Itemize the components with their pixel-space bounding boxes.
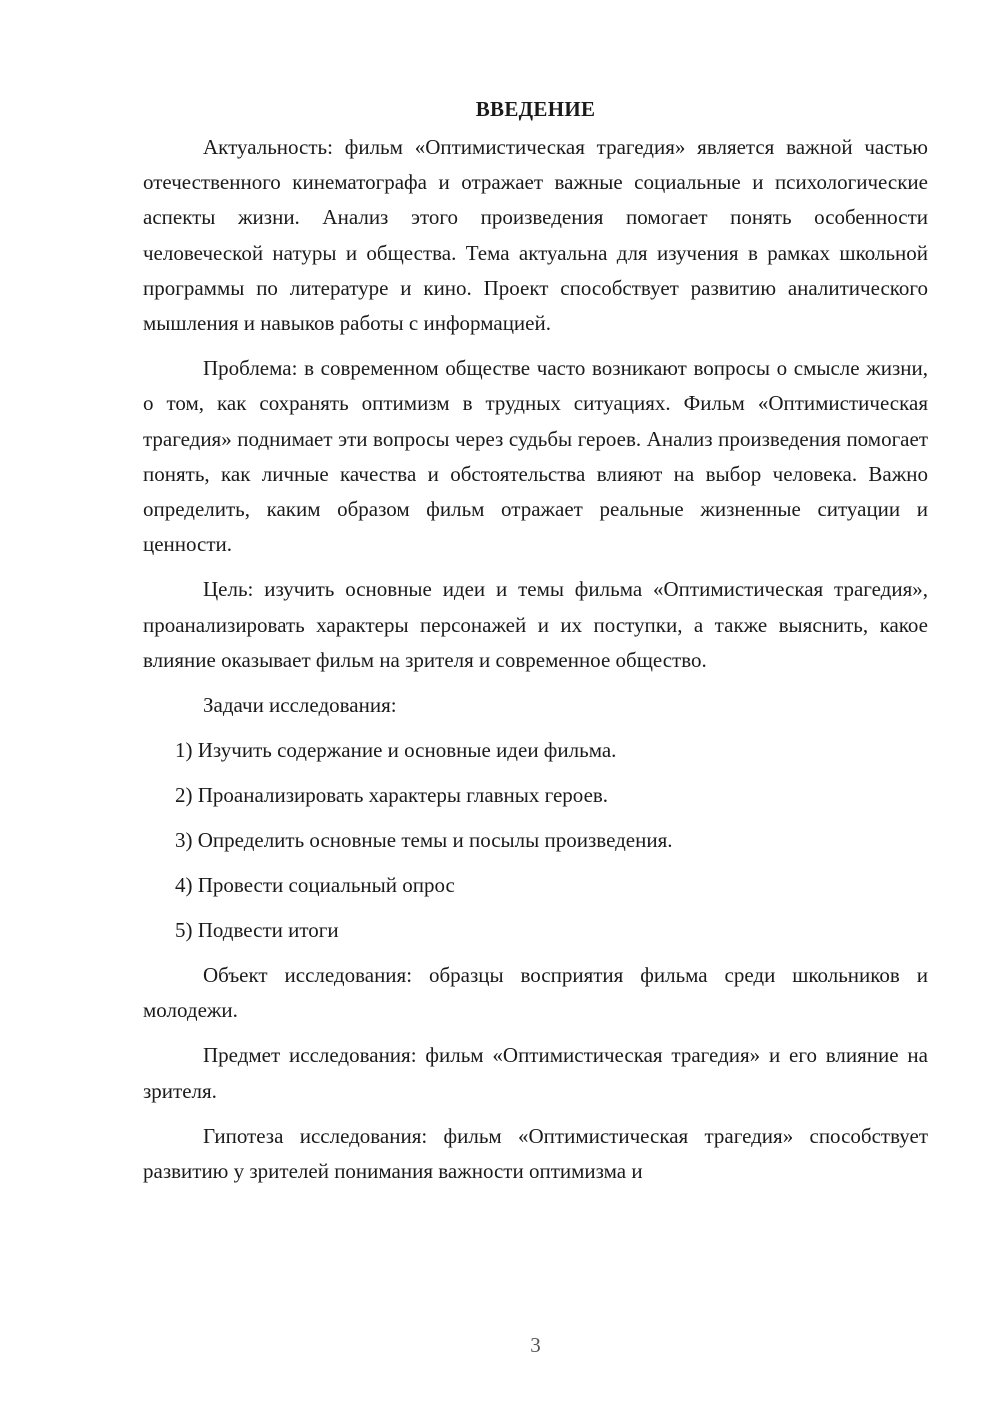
task-item: 4) Провести социальный опрос xyxy=(175,873,455,898)
task-item: 3) Определить основные темы и посылы произведения. xyxy=(175,828,673,853)
relevance-paragraph: Актуальность: фильм «Оптимистическая трагедия» является важной частью отечественного кинематографа и отражает важные социальные и психологические аспекты жизни. Анализ этого произведения помогает понять особенности человеческой натуры и общества. Тема актуальна для изучения в рамках школьной программы по литературе и кино. Проект способствует развитию аналитического мышления и навыков работы с информацией. xyxy=(143,135,928,336)
tasks-list xyxy=(143,733,928,948)
hypothesis-paragraph: Гипотеза исследования: фильм «Оптимистическая трагедия» способствует развитию у зрителей понимания важности оптимизма и xyxy=(143,1123,928,1184)
goal-paragraph: Цель: изучить основные идеи и темы фильма «Оптимистическая трагедия», проанализировать характеры персонажей и их поступки, а также выяснить, какое влияние оказывает фильм на зрителя и современное общество. xyxy=(143,577,928,672)
tasks-title: Задачи исследования: xyxy=(203,693,397,718)
object-paragraph: Объект исследования: образцы восприятия фильма среди школьников и молодежи. xyxy=(143,963,928,1023)
page-number: 3 xyxy=(530,1333,541,1357)
subject-paragraph: Предмет исследования: фильм «Оптимистическая трагедия» и его влияние на зрителя. xyxy=(143,1043,928,1103)
task-item: 1) Изучить содержание и основные идеи фильма. xyxy=(175,738,617,763)
task-item: 5) Подвести итоги xyxy=(175,918,339,943)
task-item: 2) Проанализировать характеры главных героев. xyxy=(175,783,609,808)
problem-paragraph: Проблема: в современном обществе часто возникают вопросы о смысле жизни, о том, как сохранять оптимизм в трудных ситуациях. Фильм «Оптимистическая трагедия» поднимает эти вопросы через судьбы героев. Анализ произведения помогает понять, как личные качества и обстоятельства влияют на выбор человека. Важно определить, каким образом фильм отражает реальные жизненные ситуации и ценности. xyxy=(143,356,928,557)
document-page xyxy=(143,92,928,1199)
section-heading: ВВЕДЕНИЕ xyxy=(475,97,596,121)
